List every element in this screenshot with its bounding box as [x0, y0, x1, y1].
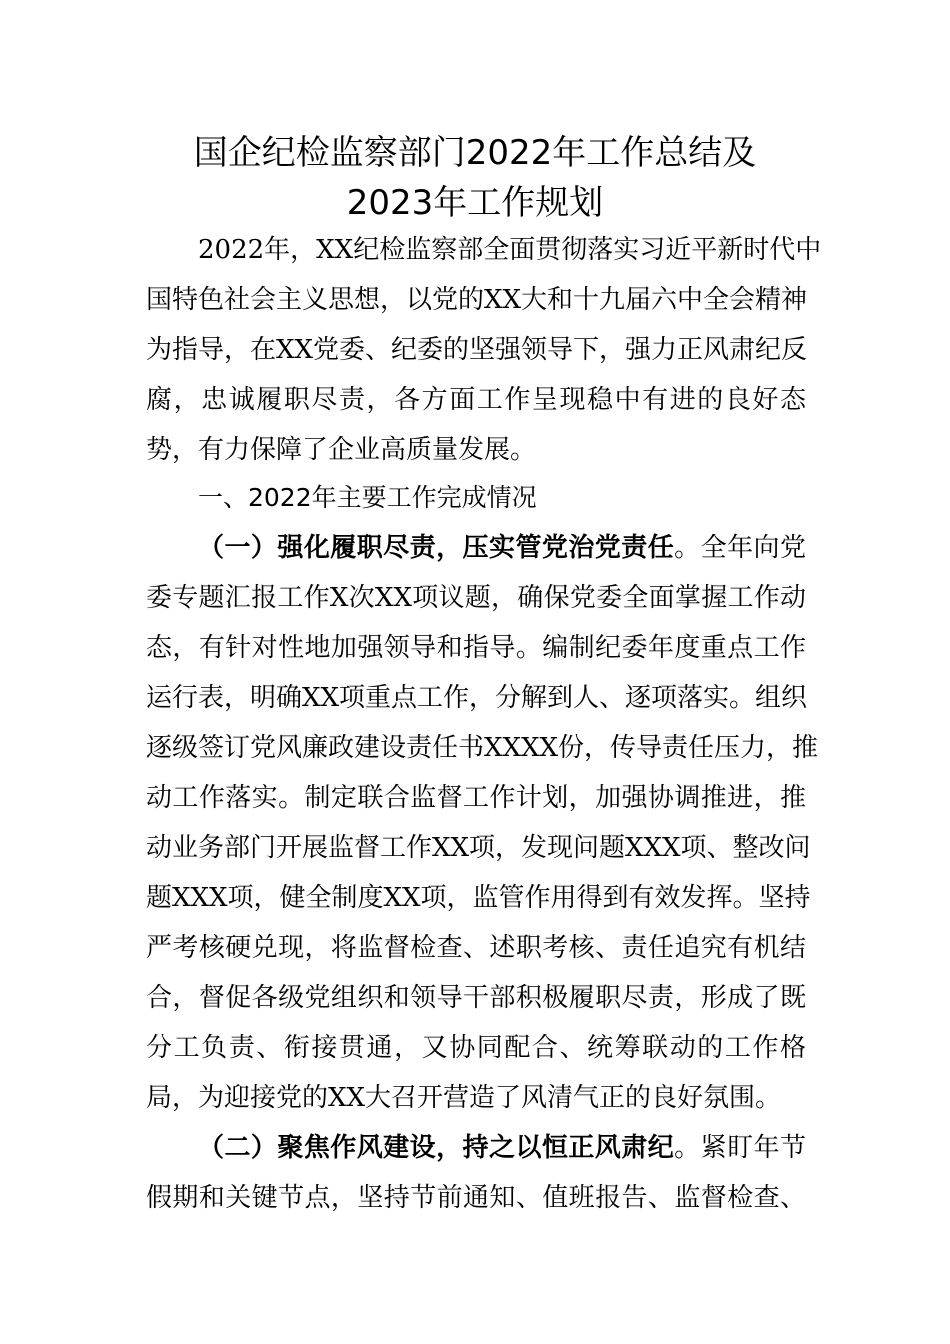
sub-1-heading: （一）强化履职尽责，压实管党治党责任 [198, 533, 675, 563]
intro-line-3: 为指导，在XX党委、纪委的坚强领导下，强力正风肃纪反 [146, 335, 808, 365]
sub-1-line: 态，有针对性地加强领导和指导。编制纪委年度重点工作 [146, 633, 806, 663]
sub-1-line: 委专题汇报工作X次XX项议题，确保党委全面掌握工作动 [146, 583, 806, 613]
intro-line-2: 国特色社会主义思想，以党的XX大和十九届六中全会精神 [146, 285, 808, 315]
sub-1-first-line [198, 523, 806, 573]
sub-1-first-rest: 。全年向党 [674, 533, 806, 563]
sub-2-heading: （二）聚焦作风建设，持之以恒正风肃纪 [198, 1133, 675, 1163]
sub-2-line: 假期和关键节点，坚持节前通知、值班报告、监督检查、 [146, 1183, 806, 1213]
intro-line-1: 2022年，XX纪检监察部全面贯彻落实习近平新时代中 [198, 235, 822, 265]
sub-1-line: 局，为迎接党的XX大召开营造了风清气正的良好氛围。 [146, 1083, 782, 1113]
document-title-line-1: 国企纪检监察部门2022年工作总结及 [193, 133, 757, 173]
sub-2-first-rest: 。紧盯年节 [674, 1133, 806, 1163]
sub-1-line: 分工负责、衔接贯通，又协同配合、统筹联动的工作格 [146, 1033, 806, 1063]
sub-2-first-line [198, 1123, 806, 1173]
intro-line-5: 势，有力保障了企业高质量发展。 [146, 435, 537, 465]
sub-1-line: 运行表，明确XX项重点工作，分解到人、逐项落实。组织 [146, 683, 808, 713]
sub-1-line: 合，督促各级党组织和领导干部积极履职尽责，形成了既 [146, 983, 806, 1013]
sub-1-line: 逐级签订党风廉政建设责任书XXXX份，传导责任压力，推 [146, 733, 819, 763]
document-title-line-2: 2023年工作规划 [346, 183, 604, 223]
section-1-heading: 一、2022年主要工作完成情况 [198, 483, 537, 512]
intro-line-4: 腐，忠诚履职尽责，各方面工作呈现稳中有进的良好态 [146, 385, 806, 415]
sub-1-line: 动工作落实。制定联合监督工作计划，加强协调推进，推 [146, 783, 806, 813]
sub-1-line: 题XXX项，健全制度XX项，监管作用得到有效发挥。坚持 [146, 883, 811, 913]
sub-1-line: 动业务部门开展监督工作XX项，发现问题XXX项、整改问 [146, 833, 811, 863]
sub-1-line: 严考核硬兑现，将监督检查、述职考核、责任追究有机结 [146, 933, 806, 963]
